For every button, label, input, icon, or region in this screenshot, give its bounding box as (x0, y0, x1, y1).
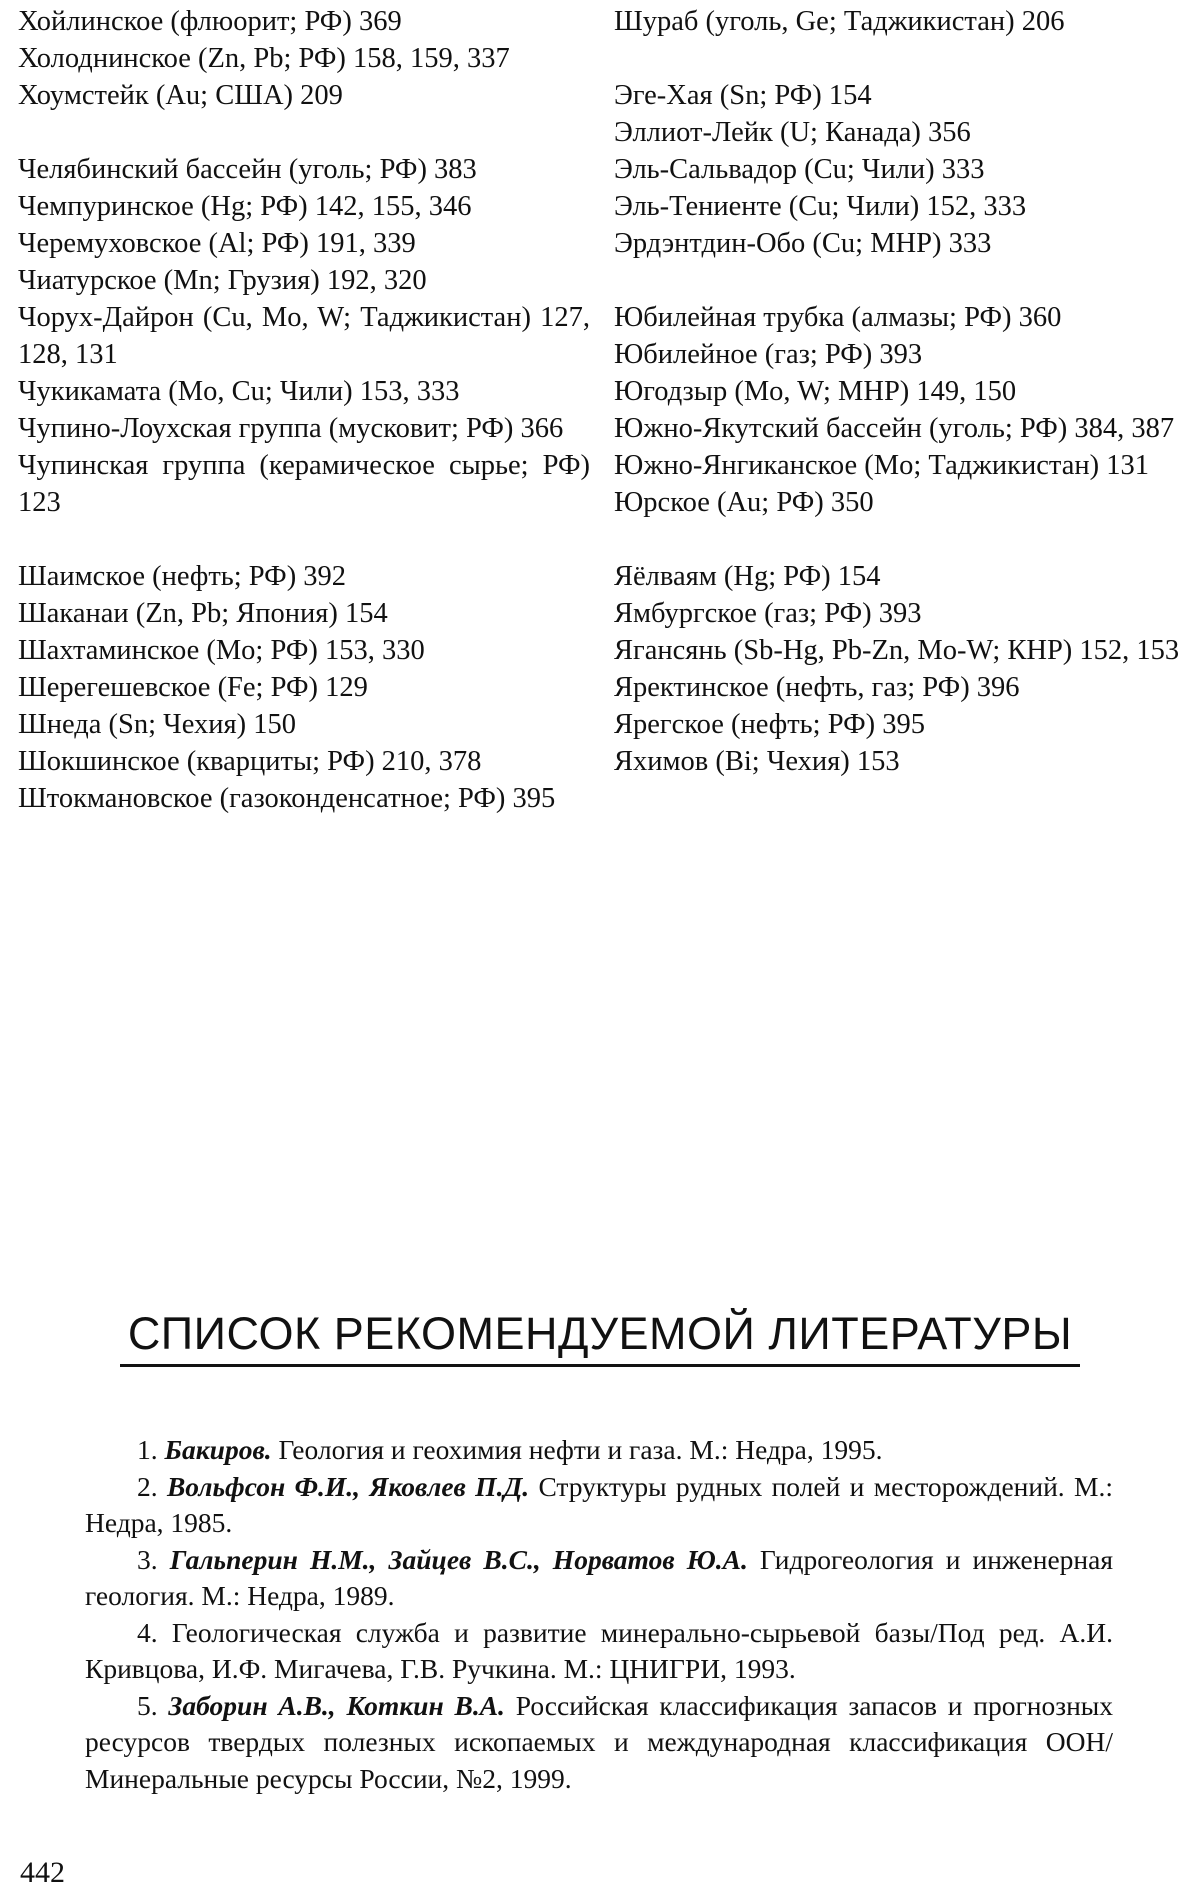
index-entry: Черемуховское (Al; РФ) 191, 339 (18, 228, 416, 259)
index-group-shch (614, 3, 1186, 40)
index-entry: Юбилейная трубка (алмазы; РФ) 360 (614, 302, 1062, 333)
index-entry: Шокшинское (кварциты; РФ) 210, 378 (18, 746, 482, 777)
index-entry: Челябинский бассейн (уголь; РФ) 383 (18, 154, 477, 185)
ref-text: Российская классификация запасов и прогнозных ресурсов твердых полезных ископаемых и международная классификация ООН/Минеральные ресурсы России, №2, 1999. (85, 1689, 1114, 1794)
index-entry: Шаимское (нефть; РФ) 392 (18, 561, 347, 592)
index-entry: Ямбургское (газ; РФ) 393 (614, 598, 922, 629)
index-group-kh (18, 3, 590, 114)
index-entry: Яёлваям (Hg; РФ) 154 (614, 561, 881, 592)
index-entry: Ярегское (нефть; РФ) 395 (614, 709, 925, 740)
index-entry: Чорух-Дайрон (Cu, Mo, W; Таджикистан) 127, 128, 131 (18, 302, 590, 370)
index-entry: Юрское (Au; РФ) 350 (614, 487, 874, 518)
index-entry: Хойлинское (флюорит; РФ) 369 (18, 6, 402, 37)
ref-authors: Гальперин Н.М., Зайцев В.С., Норватов Ю.А. (169, 1543, 748, 1575)
index-entry: Шаканаи (Zn, Pb; Япония) 154 (18, 598, 388, 629)
index-entry: Южно-Янгиканское (Mo; Таджикистан) 131 (614, 450, 1150, 481)
index-entry: Шнеда (Sn; Чехия) 150 (18, 709, 296, 740)
index-left-column (18, 3, 590, 854)
ref-authors: Вольфсон Ф.И., Яковлев П.Д. (166, 1470, 530, 1502)
index-group-e (614, 77, 1186, 262)
index-entry: Чиатурское (Mn; Грузия) 192, 320 (18, 265, 427, 296)
geographic-index (18, 3, 1186, 854)
index-entry: Эль-Сальвадор (Cu; Чили) 333 (614, 154, 985, 185)
ref-text: Геологическая служба и развитие минерально-сырьевой базы/Под ред. А.И. Кривцова, И.Ф. Мигачева, Г.В. Ручкина. М.: ЦНИГРИ, 1993. (85, 1616, 1113, 1684)
index-entry: Эге-Хая (Sn; РФ) 154 (614, 80, 872, 111)
index-group-ch (18, 151, 590, 521)
index-entry: Яхимов (Bi; Чехия) 153 (614, 746, 900, 777)
bibliography-item (85, 1615, 1113, 1688)
ref-number: 3. (137, 1543, 158, 1575)
index-entry: Чупино-Лоухская группа (мусковит; РФ) 366 (18, 413, 564, 444)
ref-number: 2. (137, 1470, 158, 1502)
index-entry: Эль-Тениенте (Cu; Чили) 152, 333 (614, 191, 1027, 222)
bibliography-item (85, 1542, 1113, 1615)
index-entry: Чукикамата (Mo, Cu; Чили) 153, 333 (18, 376, 460, 407)
index-entry: Шураб (уголь, Ge; Таджикистан) 206 (614, 6, 1065, 37)
index-entry: Югодзыр (Mo, W; МНР) 149, 150 (614, 376, 1017, 407)
bibliography-item (85, 1688, 1113, 1798)
ref-text: Гидрогеология и инженерная геология. М.: Недра, 1989. (85, 1543, 1114, 1611)
index-entry: Эрдэнтдин-Обо (Cu; МНР) 333 (614, 228, 992, 259)
index-entry: Холоднинское (Zn, Pb; РФ) 158, 159, 337 (18, 43, 510, 74)
page-number: 442 (20, 1856, 65, 1889)
index-entry: Яректинское (нефть, газ; РФ) 396 (614, 672, 1020, 703)
ref-number: 5. (137, 1689, 158, 1721)
index-entry: Шерегешевское (Fe; РФ) 129 (18, 672, 368, 703)
index-entry: Хоумстейк (Au; США) 209 (18, 80, 343, 111)
ref-authors: Бакиров. (164, 1434, 272, 1465)
index-entry: Ягансянь (Sb-Hg, Pb-Zn, Mo-W; КНР) 152, 153 (614, 635, 1180, 666)
index-group-sh (18, 558, 590, 817)
index-group-ya (614, 558, 1186, 780)
index-group-yu (614, 299, 1186, 521)
ref-number: 4. (137, 1616, 158, 1648)
ref-number: 1. (137, 1434, 158, 1465)
index-entry: Юбилейное (газ; РФ) 393 (614, 339, 923, 370)
bibliography-item (85, 1469, 1113, 1542)
ref-text: Структуры рудных полей и месторождений. М.: Недра, 1985. (85, 1470, 1113, 1538)
index-entry: Чупинская группа (керамическое сырье; РФ) 123 (18, 450, 590, 518)
ref-authors: Заборин А.В., Коткин В.А. (168, 1689, 505, 1721)
index-entry: Чемпуринское (Hg; РФ) 142, 155, 346 (18, 191, 472, 222)
bibliography-item (85, 1432, 1113, 1469)
bibliography-heading-block (0, 1306, 1200, 1367)
bibliography-list (85, 1432, 1113, 1797)
index-right-column (614, 3, 1186, 854)
index-entry: Шахтаминское (Mo; РФ) 153, 330 (18, 635, 425, 666)
bibliography-title: СПИСОК РЕКОМЕНДУЕМОЙ ЛИТЕРАТУРЫ (120, 1306, 1080, 1367)
index-entry: Южно-Якутский бассейн (уголь; РФ) 384, 387 (614, 413, 1175, 444)
index-entry: Штокмановское (газоконденсатное; РФ) 395 (18, 783, 556, 814)
index-entry: Эллиот-Лейк (U; Канада) 356 (614, 117, 971, 148)
ref-text: Геология и геохимия нефти и газа. М.: Недра, 1995. (278, 1434, 883, 1465)
